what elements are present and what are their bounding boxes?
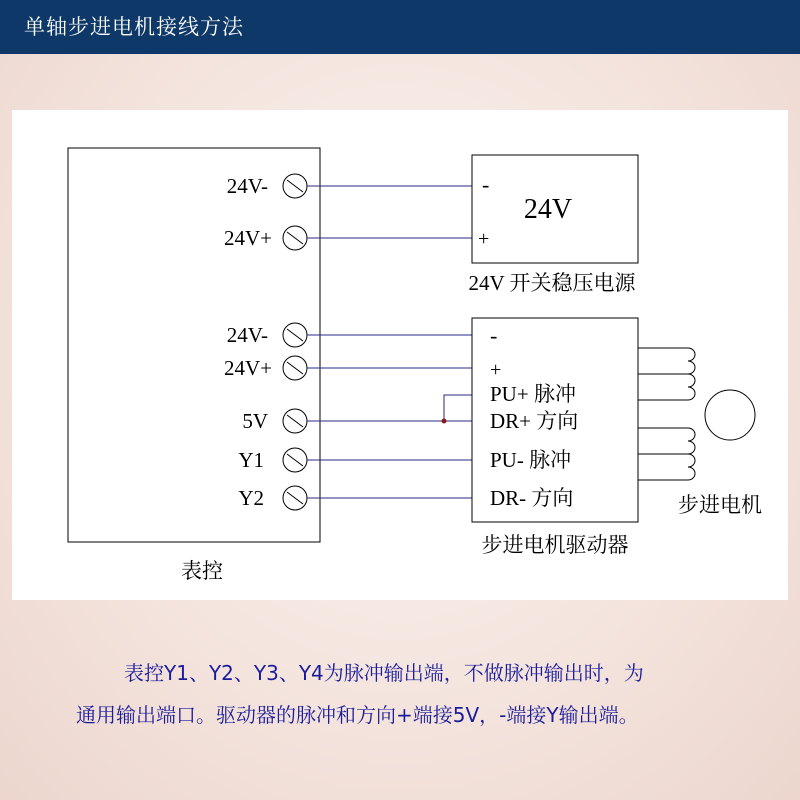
power-voltage-label: 24V [523, 194, 573, 225]
screw-terminal-icon [283, 174, 307, 198]
screw-terminal-icon [283, 356, 307, 380]
controller-box [68, 148, 320, 542]
screw-terminal-icon [283, 486, 307, 510]
terminal-label-y1: Y1 [238, 448, 264, 472]
screw-terminal-icon [283, 409, 307, 433]
description-note [76, 652, 756, 736]
terminal-label-24v-minus-1: 24V- [226, 174, 268, 198]
motor-caption: 步进电机 [678, 493, 762, 517]
terminal-label-24v-minus-2: 24V- [226, 323, 268, 347]
power-supply-caption: 24V 开关稳压电源 [468, 271, 636, 295]
driver-pin-pu-minus: PU- 脉冲 [490, 448, 572, 472]
terminal-label-5v: 5V [242, 409, 268, 433]
page-title: 单轴步进电机接线方法 [24, 15, 244, 39]
terminal-label-y2: Y2 [238, 486, 264, 510]
driver-pin-pu-plus: PU+ 脉冲 [490, 382, 576, 406]
motor-rotor-icon [705, 390, 755, 440]
driver-pin-dr-minus: DR- 方向 [490, 486, 574, 510]
terminal-label-24v-plus-1: 24V+ [223, 226, 272, 250]
wire-5v-branch [444, 395, 472, 421]
driver-pin-plus: + [490, 359, 502, 381]
power-minus-label: - [482, 172, 490, 197]
motor-coil-icon [638, 428, 695, 480]
driver-caption: 步进电机驱动器 [481, 533, 629, 557]
driver-pin-dr-plus: DR+ 方向 [490, 409, 579, 433]
note-line-1: 表控Y1、Y2、Y3、Y4为脉冲输出端，不做脉冲输出时，为 [124, 661, 644, 685]
power-plus-label: + [478, 228, 490, 250]
motor-coil-icon [638, 348, 695, 400]
note-line-2: 通用输出端口。驱动器的脉冲和方向+端接5V，-端接Y输出端。 [76, 703, 639, 727]
driver-pin-minus: - [490, 323, 498, 348]
screw-terminal-icon [283, 226, 307, 250]
screw-terminal-icon [283, 448, 307, 472]
screw-terminal-icon [283, 323, 307, 347]
terminal-label-24v-plus-2: 24V+ [223, 356, 272, 380]
controller-caption: 表控 [181, 559, 223, 583]
junction-dot [442, 419, 447, 424]
